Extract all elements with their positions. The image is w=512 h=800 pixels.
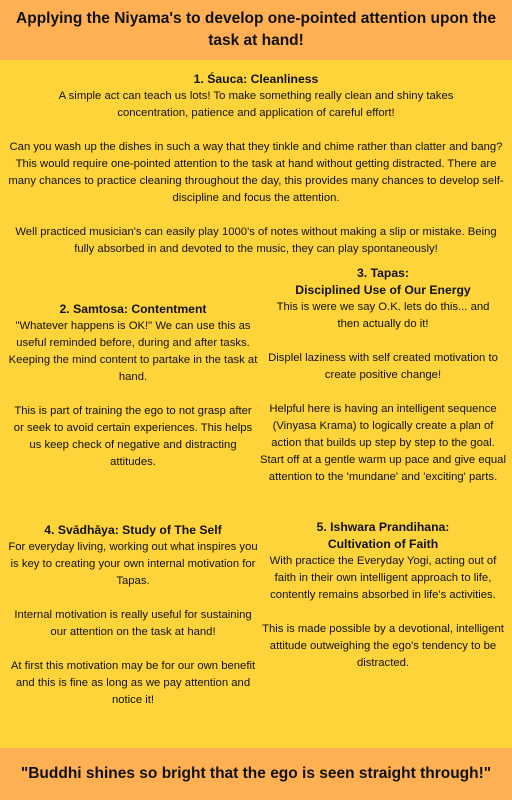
tapas-paragraph-1: This is were we say O.K. lets do this... and then actually do it! xyxy=(276,301,490,330)
tapas-paragraph-3: Helpful here is having an intelligent sequence (Vinyasa Krama) to logically create a plan of action that builds up step by step to the goal. Start off at a gentle warm up pace and give equal attention to the 'mundane' and 'exciting' parts. xyxy=(260,403,506,483)
ishwara-title-line1: 5. Ishwara Prandihana: xyxy=(316,520,450,534)
sauca-paragraph-1: A simple act can teach us lots! To make something really clean and shiny takes concentration, patience and application of careful effort! xyxy=(58,90,454,119)
tapas-section xyxy=(258,265,508,486)
svadhyaya-paragraph-1: For everyday living, working out what inspires you is key to creating your own internal motivation for Tapas. xyxy=(8,541,258,587)
tapas-title-line2: Disciplined Use of Our Energy xyxy=(295,283,471,297)
footer-quote: "Buddhi shines so bright that the ego is seen straight through!" xyxy=(20,765,492,782)
ishwara-title-line2: Cultivation of Faith xyxy=(327,537,439,551)
samtosa-paragraph-1: "Whatever happens is OK!" We can use this as useful reminded before, during and after tasks. Keeping the mind content to partake in the task at hand. xyxy=(8,320,258,383)
page-header xyxy=(0,0,512,60)
svadhyaya-paragraph-2: Internal motivation is really useful for sustaining our attention on the task at hand! xyxy=(14,609,252,638)
ishwara-paragraph-1: With practice the Everyday Yogi, acting out of faith in their own intelligent approach to life, contently remains absorbed in life's activities. xyxy=(269,555,497,601)
tapas-title-line1: 3. Tapas: xyxy=(357,266,409,280)
sauca-title: 1. Śauca: Cleanliness xyxy=(193,72,319,86)
svadhyaya-section xyxy=(8,522,258,709)
svadhyaya-title: 4. Svādhāya: Study of The Self xyxy=(44,523,222,537)
sauca-section xyxy=(8,71,504,258)
ishwara-paragraph-2: This is made possible by a devotional, intelligent attitude outweighing the ego's tendency to be distracted. xyxy=(262,623,504,669)
samtosa-section xyxy=(8,301,258,471)
footer-banner xyxy=(0,748,512,800)
svadhyaya-paragraph-3: At first this motivation may be for our own benefit and this is fine as long as we pay attention and notice it! xyxy=(10,660,256,706)
tapas-paragraph-2: Displel laziness with self created motivation to create positive change! xyxy=(268,352,498,381)
sauca-paragraph-2: Can you wash up the dishes in such a way that they tinkle and chime rather than clatter and bang? This would require one-pointed attention to the task at hand without getting distracted. There are many chances to practice cleaning throughout the day, this provides many chances to develop self-discipline and focus the attention. xyxy=(8,141,504,204)
page-title: Applying the Niyama's to develop one-pointed attention upon the task at hand! xyxy=(16,10,496,49)
samtosa-paragraph-2: This is part of training the ego to not grasp after or seek to avoid certain experiences. This helps us keep check of negative and distracting attitudes. xyxy=(13,405,253,468)
samtosa-title: 2. Samtosa: Contentment xyxy=(59,302,207,316)
sauca-paragraph-3: Well practiced musician's can easily play 1000's of notes without making a slip or mistake. Being fully absorbed in and devoted to the music, they can play spontaneously! xyxy=(15,226,497,255)
ishwara-section xyxy=(258,519,508,672)
